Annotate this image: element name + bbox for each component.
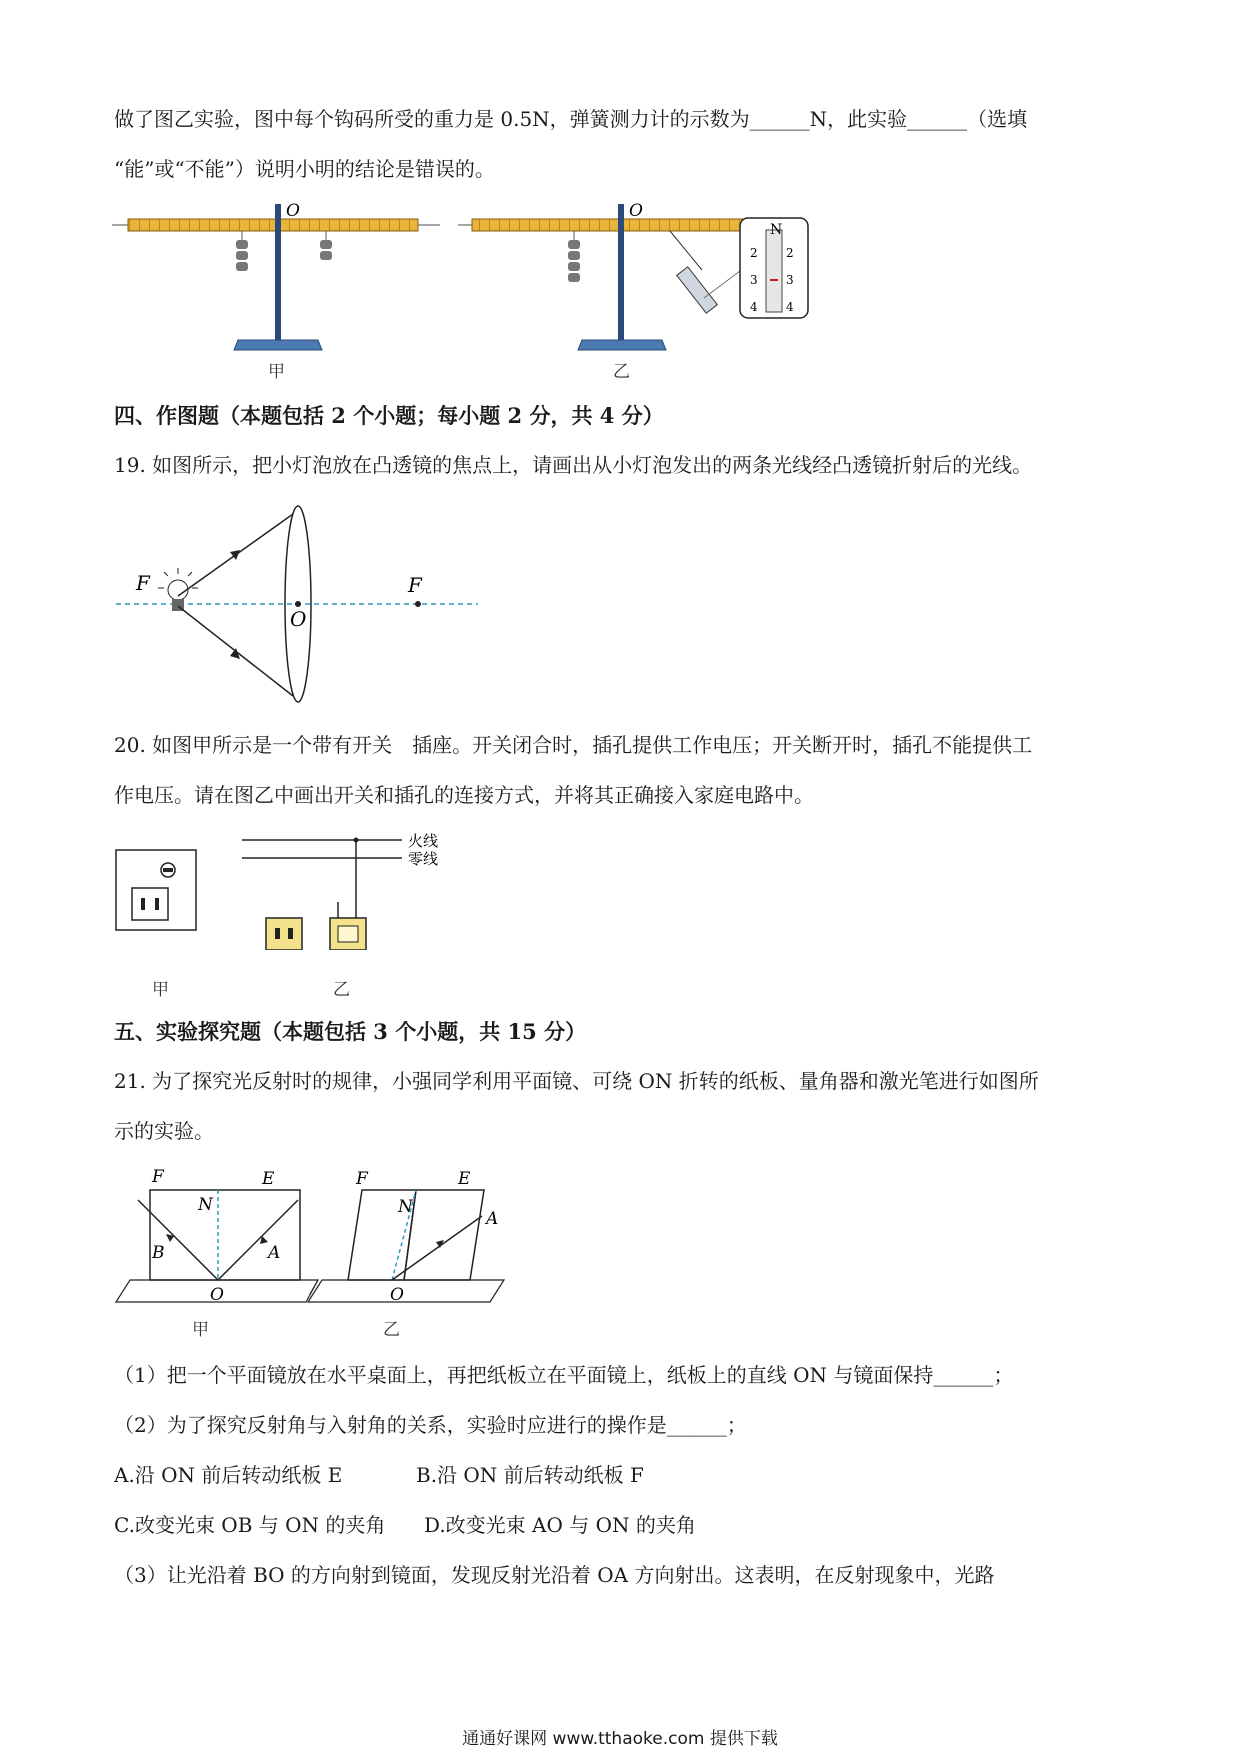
caption-yi-21: 乙 — [383, 1320, 400, 1340]
q18-line1: 做了图乙实验，图中每个钩码所受的重力是 0.5N，弹簧测力计的示数为______N，此实验______（选填 — [114, 107, 1028, 131]
scale-tick-right-2: 2 — [786, 246, 794, 260]
reflection-jia — [116, 1167, 318, 1305]
q21-sub3: （3）让光沿着 BO 的方向射到镜面，发现反射光沿着 OA 方向射出。这表明，在反射现象中，光路 — [114, 1563, 995, 1587]
q20-line1: 20. 如图甲所示是一个带有开关 插座。开关闭合时，插孔提供工作电压；开关断开时，插孔不能提供工 — [114, 733, 1033, 757]
label-A-yi: A — [486, 1209, 499, 1229]
lens-figure — [112, 500, 482, 710]
label-O-lens: O — [290, 607, 307, 631]
q21-option-b: B.沿 ON 前后转动纸板 F — [416, 1463, 644, 1487]
q21-line2: 示的实验。 — [114, 1119, 214, 1143]
q21-sub2: （2）为了探究反射角与入射角的关系，实验时应进行的操作是______； — [114, 1413, 747, 1437]
label-O-jia: O — [286, 201, 300, 221]
caption-yi-18: 乙 — [613, 362, 630, 382]
scale-tick-left-4: 4 — [750, 300, 758, 314]
q21-sub1: （1）把一个平面镜放在水平桌面上，再把纸板立在平面镜上，纸板上的直线 ON 与镜面保持______； — [114, 1363, 1014, 1387]
label-F-left: F — [136, 571, 150, 595]
label-F-right: F — [408, 573, 422, 597]
label-B-jia: B — [152, 1243, 165, 1263]
label-E-jia: E — [262, 1169, 275, 1189]
footer: 通通好课网 www.tthaoke.com 提供下载 — [462, 1729, 778, 1749]
scale-tick-left-2: 2 — [750, 246, 758, 260]
label-N-jia: N — [198, 1195, 213, 1215]
section5-title: 五、实验探究题（本题包括 3 个小题，共 15 分） — [114, 1019, 587, 1044]
lever-yi — [458, 201, 808, 350]
label-O-yi: O — [629, 201, 643, 221]
q21-option-d: D.改变光束 AO 与 ON 的夹角 — [424, 1513, 696, 1537]
lever-figure — [110, 198, 810, 388]
scale-unit: N — [770, 222, 783, 238]
label-A-jia: A — [268, 1243, 281, 1263]
section4-title: 四、作图题（本题包括 2 个小题；每小题 2 分，共 4 分） — [114, 403, 664, 428]
caption-yi-20: 乙 — [333, 980, 350, 1000]
caption-jia-20: 甲 — [152, 980, 169, 1000]
lever-jia — [112, 201, 440, 350]
q21-line1: 21. 为了探究光反射时的规律，小强同学利用平面镜、可绕 ON 折转的纸板、量角器和激光笔进行如图所 — [114, 1069, 1039, 1093]
scale-tick-right-3: 3 — [786, 273, 794, 287]
label-N-yi: N — [398, 1197, 413, 1217]
caption-jia-18: 甲 — [268, 362, 285, 382]
label-E-yi: E — [458, 1169, 471, 1189]
q18-line2: “能”或“不能”）说明小明的结论是错误的。 — [114, 157, 495, 181]
label-F-jia: F — [152, 1167, 164, 1187]
caption-jia-21: 甲 — [192, 1320, 209, 1340]
reflection-yi — [308, 1169, 504, 1305]
q20-line2: 作电压。请在图乙中画出开关和插孔的连接方式，并将其正确接入家庭电路中。 — [114, 783, 814, 807]
q21-option-c: C.改变光束 OB 与 ON 的夹角 — [114, 1513, 386, 1537]
label-F-yi: F — [356, 1169, 368, 1189]
reflection-figure — [112, 1162, 532, 1312]
q19-text: 19. 如图所示，把小灯泡放在凸透镜的焦点上，请画出从小灯泡发出的两条光线经凸透镜折射后的光线。 — [114, 453, 1033, 477]
label-neutral-wire: 零线 — [408, 850, 439, 868]
scale-tick-left-3: 3 — [750, 273, 758, 287]
label-O-yi-21: O — [390, 1285, 404, 1305]
scale-tick-right-4: 4 — [786, 300, 794, 314]
label-live-wire: 火线 — [408, 832, 439, 850]
q21-option-a: A.沿 ON 前后转动纸板 E — [114, 1463, 343, 1487]
label-O-jia-21: O — [210, 1285, 224, 1305]
socket-figure — [112, 826, 452, 950]
